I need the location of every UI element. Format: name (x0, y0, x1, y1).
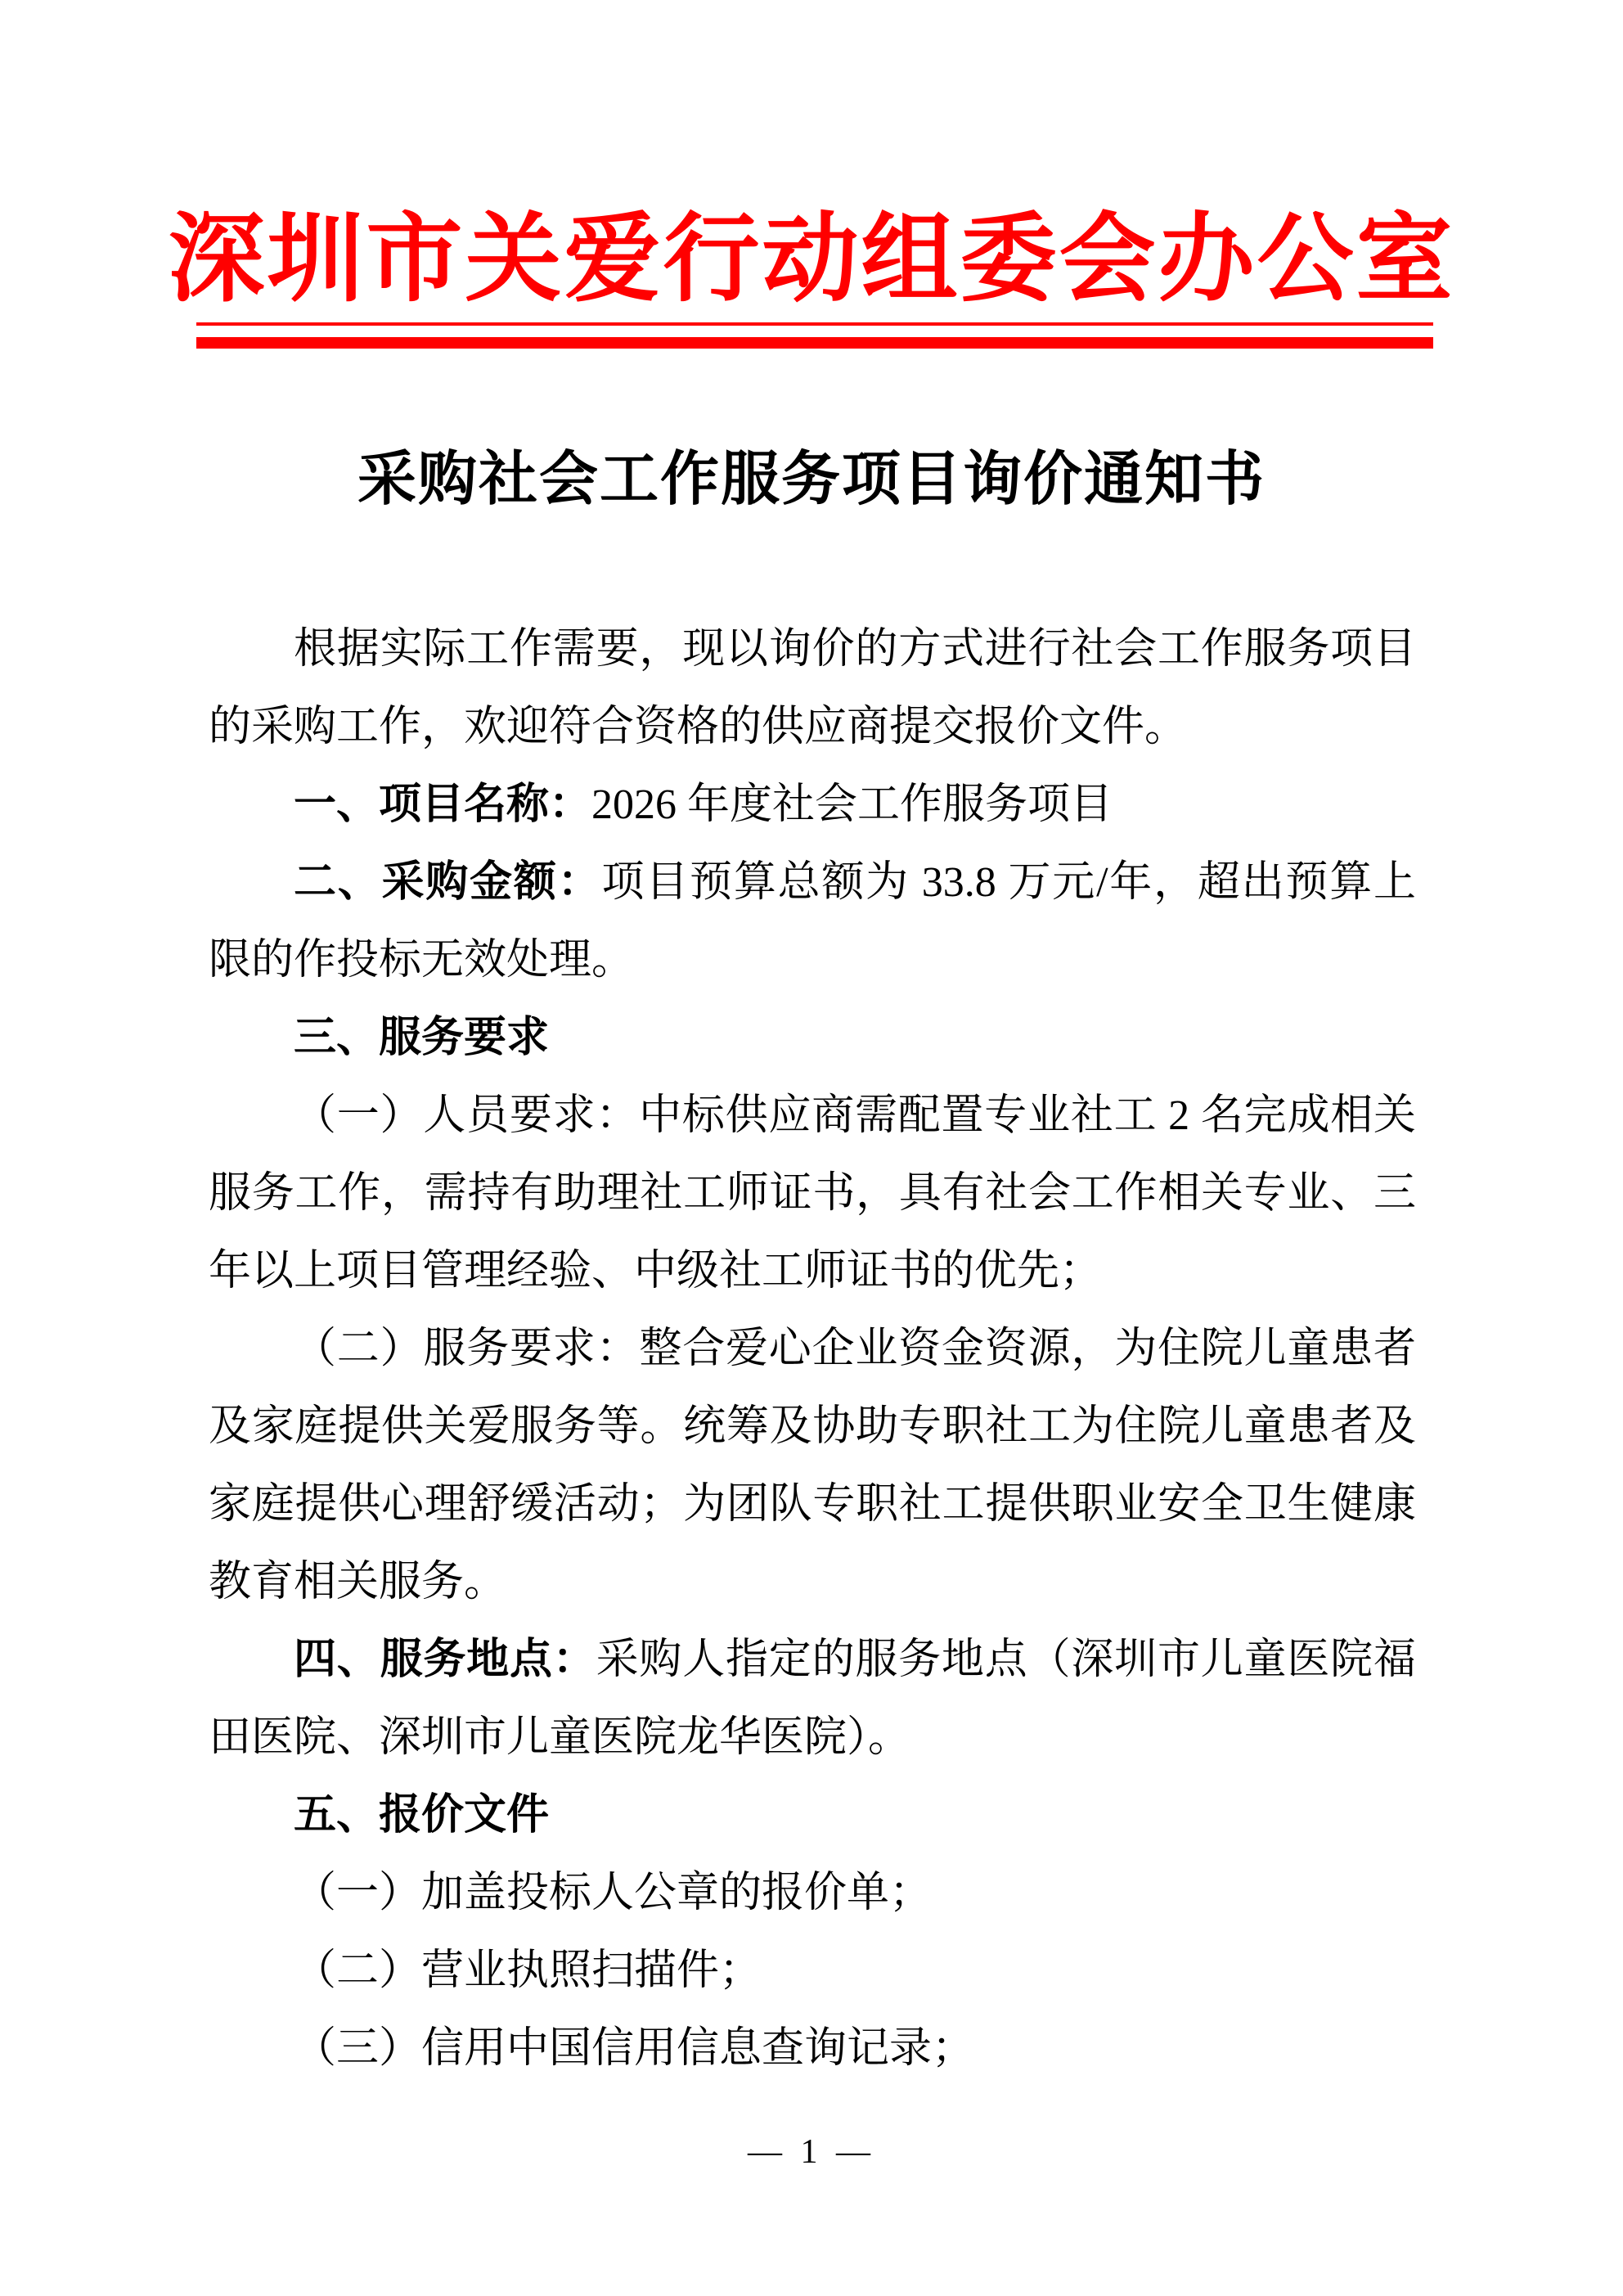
document-body (209, 610, 1416, 2087)
paragraph-text: 采购人指定的服务地点（深圳市儿童医院福田医院、深圳市儿童医院龙华医院）。 (209, 1636, 1416, 1761)
section-label: 三、服务要求 (294, 1014, 550, 1061)
paragraph-text: （一）人员要求：中标供应商需配置专业社工 2 名完成相关服务工作，需持有助理社工师证书，具有社会工作相关专业、三年以上项目管理经验、中级社工师证书的优先； (209, 1092, 1416, 1294)
page-number: — 1 — (748, 2133, 875, 2171)
paragraph-text: 项目预算总额为 33.8 万元/年，超出预算上限的作投标无效处理。 (209, 859, 1416, 984)
paragraph-service-location (209, 1621, 1416, 1776)
paragraph-intro (209, 610, 1416, 766)
paragraph-text: （二）服务要求：整合爱心企业资金资源，为住院儿童患者及家庭提供关爱服务等。统筹及协助专职社工为住院儿童患者及家庭提供心理舒缓活动；为团队专职社工提供职业安全卫生健康教育相关服务。 (209, 1326, 1416, 1605)
paragraph-quotation-item-2 (209, 1932, 1416, 2010)
letterhead-title: 深圳市关爱行动组委会办公室 (168, 206, 1455, 313)
paragraph-quotation-item-1 (209, 1854, 1416, 1932)
letterhead-rule-thick (196, 337, 1433, 349)
section-label: 二、采购金额： (294, 858, 602, 906)
paragraph-text: 根据实际工作需要，现以询价的方式进行社会工作服务项目的采购工作，欢迎符合资格的供应商提交报价文件。 (209, 626, 1416, 750)
paragraph-personnel-requirements (209, 1077, 1416, 1310)
section-label: 一、项目名称： (294, 781, 592, 828)
section-label: 五、报价文件 (294, 1791, 550, 1839)
document-title: 采购社会工作服务项目询价通知书 (357, 447, 1266, 512)
letterhead-rule-thin (196, 322, 1433, 326)
paragraph-text: 2026 年度社会工作服务项目 (591, 781, 1113, 828)
paragraph-service-details (209, 1310, 1416, 1621)
paragraph-text: （三）信用中国信用信息查询记录； (294, 2025, 975, 2072)
paragraph-service-requirements-heading (209, 999, 1416, 1077)
section-label: 四、服务地点： (294, 1636, 596, 1683)
paragraph-quotation-documents-heading (209, 1776, 1416, 1854)
paragraph-project-name (209, 766, 1416, 844)
paragraph-text: （二）营业执照扫描件； (294, 1947, 762, 1994)
paragraph-budget (209, 844, 1416, 999)
paragraph-text: （一）加盖投标人公章的报价单； (294, 1870, 933, 1916)
paragraph-quotation-item-3 (209, 2010, 1416, 2087)
